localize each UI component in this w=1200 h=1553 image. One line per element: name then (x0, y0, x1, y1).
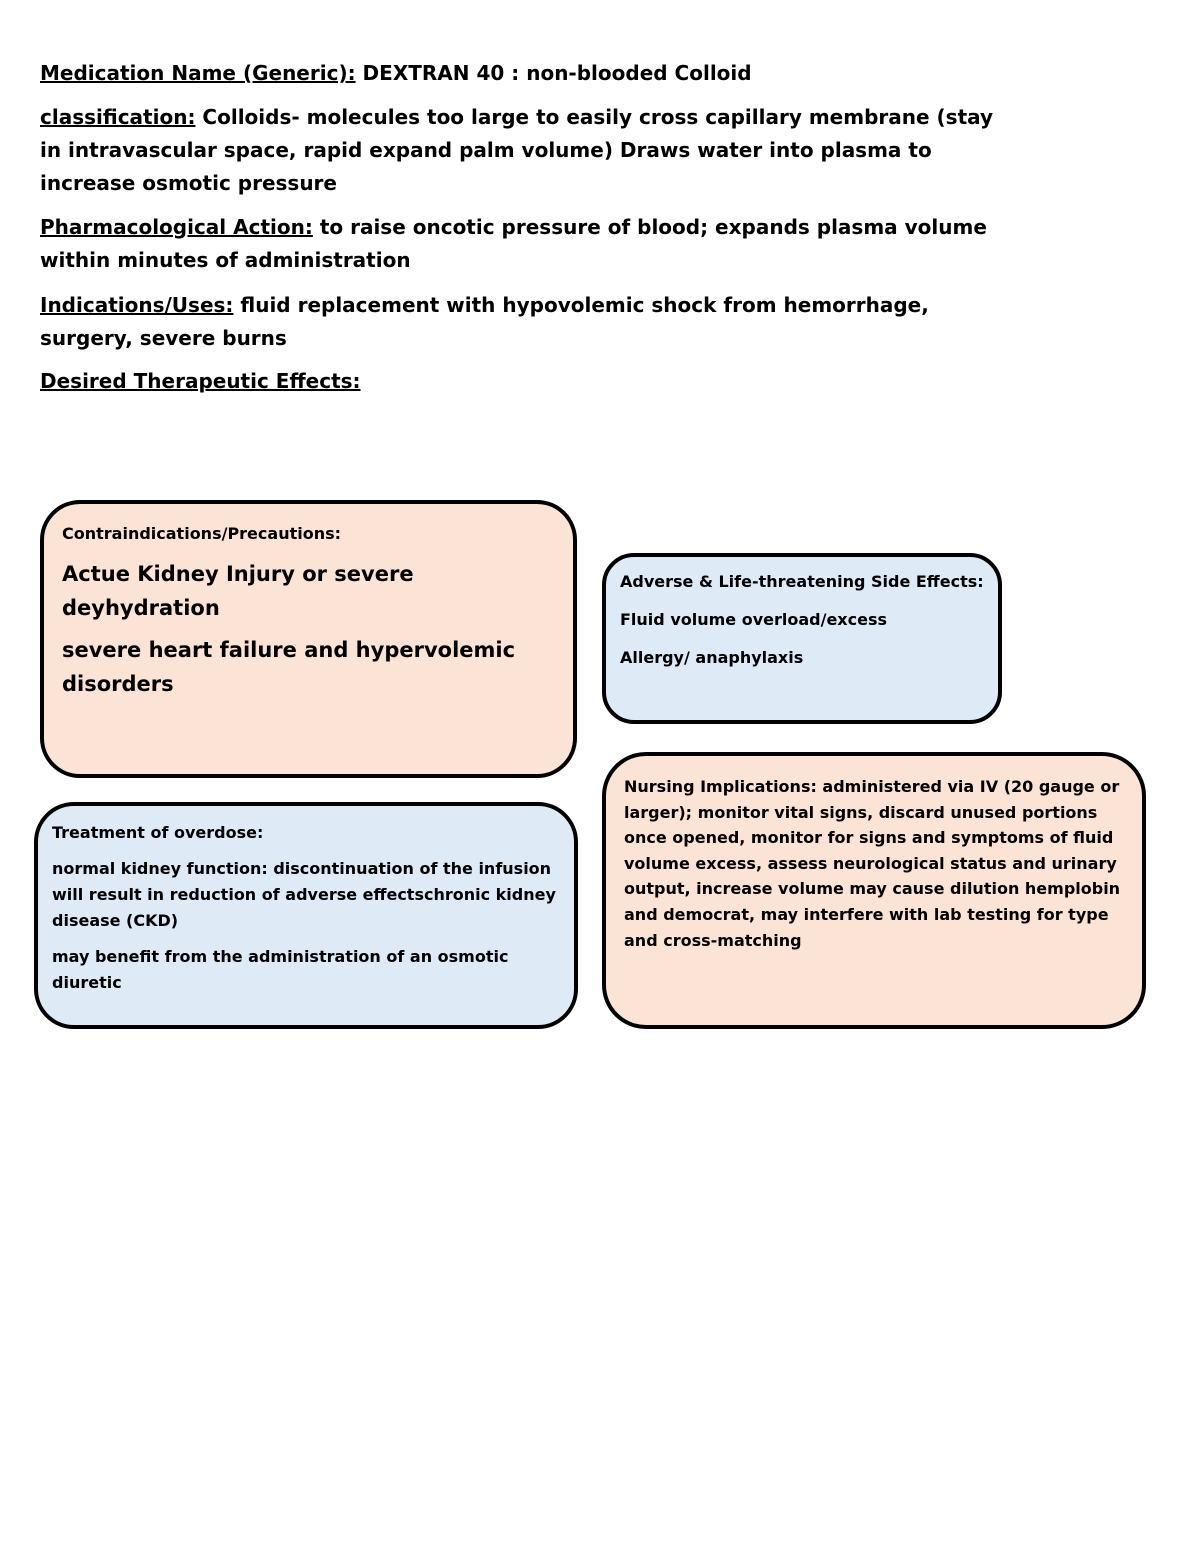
medication-name-section (40, 57, 1020, 90)
pharmacological-action-section (40, 211, 1020, 277)
indications-value: fluid replacement with hypovolemic shock from hemorrhage, surgery, severe burns (40, 293, 929, 350)
pharmacological-action-value: to raise oncotic pressure of blood; expands plasma volume within minutes of administration (40, 215, 987, 272)
overdose-treatment-box (34, 802, 578, 1029)
contraindication-item: severe heart failure and hypervolemic disorders (62, 638, 516, 696)
contraindications-title: Contraindications/Precautions: (62, 524, 342, 543)
adverse-effect-item: Allergy/ anaphylaxis (620, 648, 804, 667)
desired-effects-section (40, 365, 1020, 398)
indications-section (40, 289, 1020, 355)
adverse-effects-box (602, 553, 1002, 724)
overdose-treatment-title: Treatment of overdose: (52, 823, 264, 842)
classification-value: Colloids- molecules too large to easily cross capillary membrane (stay in intravascular space, rapid expand palm volume) Draws water into plasma to increase osmotic pressure (40, 105, 994, 195)
classification-label: classification: (40, 105, 196, 129)
classification-section (40, 101, 1020, 200)
indications-label: Indications/Uses: (40, 293, 234, 317)
nursing-implications-text: Nursing Implications: administered via IV (20 gauge or larger); monitor vital signs, discard unused portions once opened, monitor for signs and symptoms of fluid volume excess, assess neurological status and urinary output, increase volume may cause dilution hemplobin and democrat, may interfere with lab testing for type and cross-matching (624, 777, 1121, 950)
pharmacological-action-label: Pharmacological Action: (40, 215, 313, 239)
desired-effects-label: Desired Therapeutic Effects: (40, 369, 361, 393)
medication-name-value: DEXTRAN 40 : non-blooded Colloid (355, 61, 752, 85)
overdose-treatment-paragraph: may benefit from the administration of an osmotic diuretic (52, 947, 509, 992)
adverse-effects-title: Adverse & Life-threatening Side Effects: (620, 572, 984, 591)
medication-name-label: Medication Name (Generic): (40, 61, 356, 85)
contraindications-box (40, 500, 577, 778)
adverse-effect-item: Fluid volume overload/excess (620, 610, 887, 629)
contraindication-item: Actue Kidney Injury or severe deyhydration (62, 562, 414, 620)
nursing-implications-box (602, 752, 1146, 1029)
overdose-treatment-paragraph: normal kidney function: discontinuation of the infusion will result in reduction of adverse effectschronic kidney disease (CKD) (52, 859, 556, 930)
